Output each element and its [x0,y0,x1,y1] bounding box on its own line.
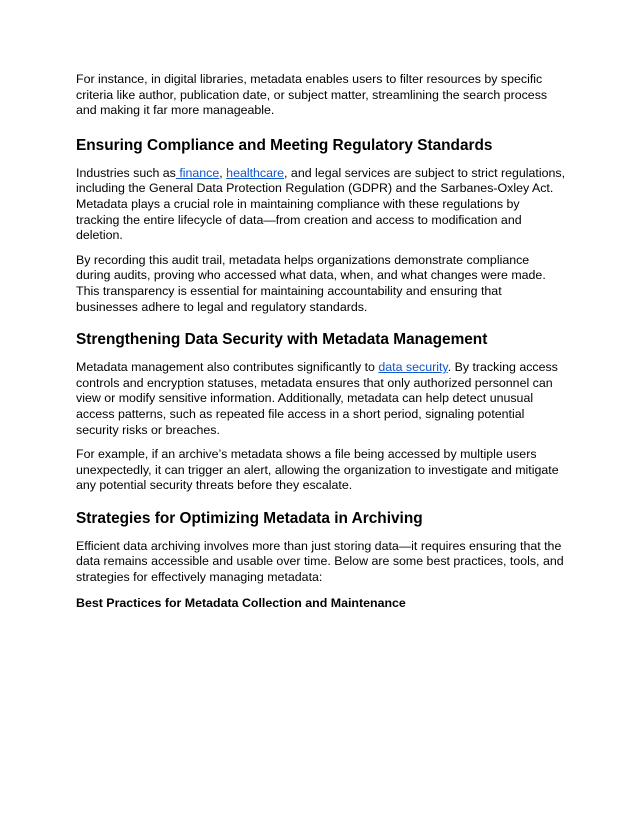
compliance-text-pre: Industries such as [76,165,176,180]
strategies-paragraph: Efficient data archiving involves more than just storing data—it requires ensuring that the data remains accessible and usable over time. Below are some best practices, tools, and strategies for effectively managing metadata: [76,538,564,585]
compliance-paragraph-1 [76,166,566,244]
link-healthcare[interactable]: healthcare [226,165,285,180]
heading-compliance: Ensuring Compliance and Meeting Regulatory Standards [76,136,493,154]
security-text-post: . By tracking access controls and encryption statuses, metadata ensures that only authorized personnel can view or modify sensitive information. Additionally, metadata can help detect unusual access patterns, such as repeated file access in a short period, signaling potential security risks or breaches. [76,360,558,437]
document-page [76,72,566,611]
security-paragraph-2: For example, if an archive’s metadata shows a file being accessed by multiple users unexpectedly, it can trigger an alert, allowing the organization to investigate and mitigate any potential security threats before they escalate. [76,447,559,493]
link-finance[interactable]: finance [175,165,220,180]
heading-strategies: Strategies for Optimizing Metadata in Archiving [76,509,423,527]
link-data-security[interactable]: data security [378,360,448,375]
security-paragraph-1 [76,360,566,438]
compliance-text-sep: , [219,165,227,180]
heading-security: Strengthening Data Security with Metadata Management [76,331,488,349]
compliance-text-post: , and legal services are subject to strict regulations, including the General Data Protection Regulation (GDPR) and the Sarbanes-Oxley Act. Metadata plays a crucial role in maintaining compliance with these regulations by tracking the entire lifecycle of data—from creation and access to modification and deletion. [76,165,566,243]
subheading-best-practices: Best Practices for Metadata Collection and Maintenance [76,595,406,610]
compliance-paragraph-2: By recording this audit trail, metadata helps organizations demonstrate compliance during audits, proving who accessed what data, when, and what changes were made. This transparency is essential for maintaining accountability and ensuring that businesses adhere to legal and regulatory standards. [76,252,546,314]
security-text-pre: Metadata management also contributes significantly to [76,360,379,375]
intro-paragraph: For instance, in digital libraries, metadata enables users to filter resources by specific criteria like author, publication date, or subject matter, streamlining the search process and making it far more manageable. [76,72,548,118]
